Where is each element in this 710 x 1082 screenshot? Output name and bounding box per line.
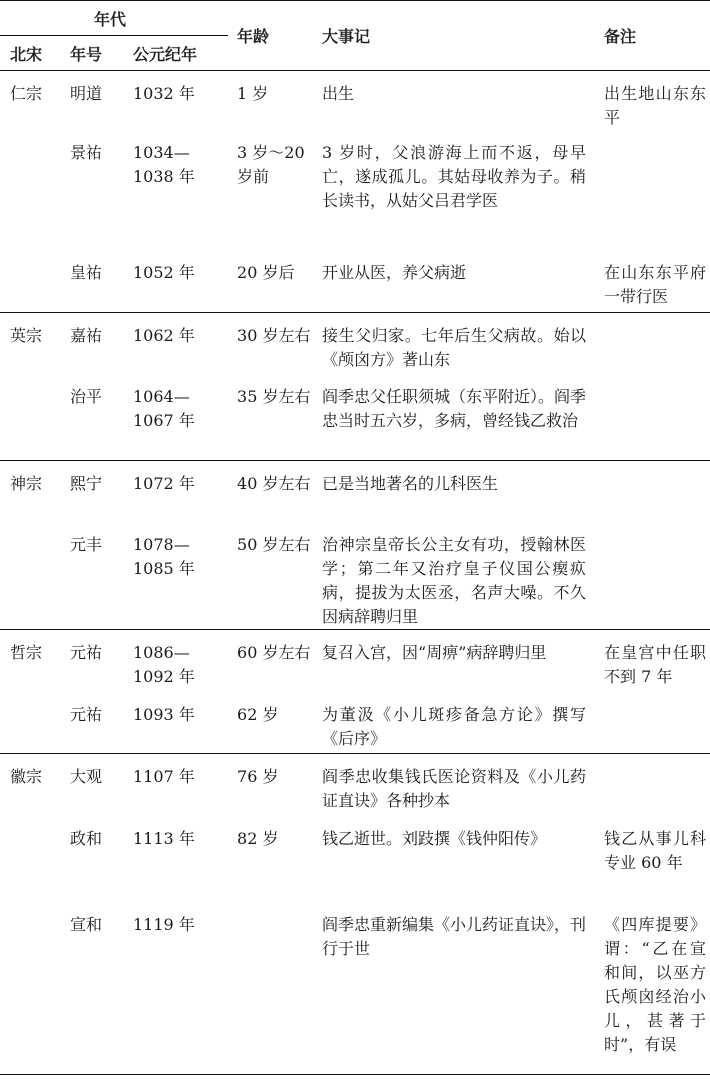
- age-cell: 60 岁左右: [228, 630, 314, 692]
- dynasty-cell: [0, 250, 60, 312]
- age-cell: 35 岁左右: [237, 387, 311, 406]
- reign-cell: 元祐: [70, 704, 103, 724]
- event-cell: 治神宗皇帝长公主女有功，授翰林医学；第二年又治疗皇子仪国公瘈疭病，提拔为太医丞，名声大噪。不久因病辞聘归里: [322, 535, 587, 626]
- dynasty-cell: [0, 692, 60, 754]
- note-cell: [598, 374, 710, 460]
- note-cell: [598, 130, 710, 250]
- table-row: [0, 312, 710, 374]
- note-cell: 《四库提要》谓：“乙在宣和间，以巫方氏颅囟经治小儿，甚著于时”，有误: [604, 914, 707, 1054]
- dynasty-cell: 神宗: [0, 460, 60, 522]
- table-row: [0, 250, 710, 312]
- table-row: [0, 816, 710, 902]
- header-dynasty: 北宋: [0, 36, 60, 71]
- table-row: [0, 630, 710, 692]
- reign-cell: 元丰: [70, 535, 103, 554]
- age-cell: 76 岁: [228, 754, 314, 816]
- event-cell: 阎季忠重新编集《小儿药证直诀》，刊行于世: [322, 914, 587, 958]
- header-year: 公元纪年: [125, 36, 228, 71]
- age-cell: [228, 902, 314, 1082]
- note-cell: [598, 460, 710, 522]
- event-cell: 3 岁时，父浪游海上而不返，母早亡，遂成孤儿。其姑母收养为子。稍长读书，从姑父吕君学医: [322, 143, 587, 210]
- note-cell: [598, 692, 710, 754]
- table-row: [0, 692, 710, 754]
- event-cell: 出生: [322, 84, 355, 103]
- dynasty-cell: 英宗: [0, 312, 60, 374]
- age-cell: 50 岁左右: [237, 535, 311, 554]
- event-cell: 已是当地著名的儿科医生: [314, 460, 598, 522]
- age-cell: 82 岁: [237, 828, 279, 848]
- table-row: [0, 902, 710, 1082]
- header-notes: 备注: [598, 1, 710, 71]
- year-cell: 1119 年: [133, 914, 195, 934]
- event-cell: 阎季忠收集钱氏医论资料及《小儿药证直诀》各种抄本: [314, 754, 598, 816]
- header-reign: 年号: [60, 36, 125, 71]
- age-cell: 40 岁左右: [228, 460, 314, 522]
- reign-cell: 嘉祐: [60, 312, 125, 374]
- table-row: [0, 522, 710, 630]
- event-cell: 阎季忠父任职须城（东平附近）。阎季忠当时五六岁，多病，曾经钱乙救治: [322, 387, 587, 430]
- year-cell: 1052 年: [133, 263, 195, 282]
- note-cell: [598, 312, 710, 374]
- reign-cell: 政和: [70, 828, 103, 848]
- year-cell: 1078—1085 年: [133, 535, 195, 578]
- event-cell: 为董汲《小儿斑疹备急方论》撰写《后序》: [322, 704, 587, 748]
- year-cell: 1113 年: [133, 828, 195, 848]
- header-era: 年代: [0, 1, 228, 36]
- reign-cell: 皇祐: [70, 263, 103, 282]
- note-cell: 在山东东平府一带行医: [604, 263, 707, 306]
- reign-cell: 大观: [60, 754, 125, 816]
- dynasty-cell: 哲宗: [0, 630, 60, 692]
- header-age: 年龄: [228, 1, 314, 71]
- table-row: [0, 71, 710, 131]
- dynasty-cell: [0, 816, 60, 902]
- table-row: [0, 130, 710, 250]
- year-cell: 1093 年: [133, 704, 195, 724]
- age-cell: 3 岁～20 岁前: [237, 143, 305, 186]
- year-cell: 1072 年: [125, 460, 228, 522]
- age-cell: 30 岁左右: [228, 312, 314, 374]
- table-row: [0, 374, 710, 460]
- event-cell: 接生父归家。七年后生父病故。始以《颅囟方》著山东: [314, 312, 598, 374]
- dynasty-cell: 仁宗: [10, 84, 43, 103]
- note-cell: [598, 522, 710, 630]
- reign-cell: 宣和: [70, 914, 103, 934]
- reign-cell: 景祐: [70, 143, 103, 162]
- reign-cell: 明道: [70, 84, 103, 103]
- year-cell: 1064—1067 年: [133, 387, 195, 430]
- dynasty-cell: [0, 522, 60, 630]
- dynasty-cell: [0, 374, 60, 460]
- age-cell: 20 岁后: [237, 263, 295, 282]
- dynasty-cell: [0, 902, 60, 1082]
- year-cell: 1107 年: [125, 754, 228, 816]
- reign-cell: 熙宁: [60, 460, 125, 522]
- table-row: [0, 754, 710, 816]
- year-cell: 1032 年: [133, 84, 195, 103]
- table-bottom-rule: [0, 1074, 710, 1075]
- dynasty-cell: 徽宗: [0, 754, 60, 816]
- event-cell: 钱乙逝世。刘跂撰《钱仲阳传》: [322, 828, 547, 848]
- year-cell: 1034—1038 年: [133, 143, 195, 186]
- year-cell: 1086—1092 年: [125, 630, 228, 692]
- note-cell: 钱乙从事儿科专业 60 年: [604, 828, 707, 872]
- reign-cell: 治平: [70, 387, 103, 406]
- note-cell: 出生地山东东平: [604, 84, 707, 127]
- dynasty-cell: [0, 130, 60, 250]
- reign-cell: 元祐: [60, 630, 125, 692]
- age-cell: 1 岁: [237, 84, 269, 103]
- event-cell: 复召入宫，因“周痹”病辞聘归里: [314, 630, 598, 692]
- note-cell: [598, 754, 710, 816]
- table-row: [0, 460, 710, 522]
- age-cell: 62 岁: [237, 704, 279, 724]
- note-cell: 在皇宫中任职不到 7 年: [598, 630, 710, 692]
- event-cell: 开业从医，养父病逝: [322, 263, 467, 282]
- header-events: 大事记: [314, 1, 598, 71]
- year-cell: 1062 年: [125, 312, 228, 374]
